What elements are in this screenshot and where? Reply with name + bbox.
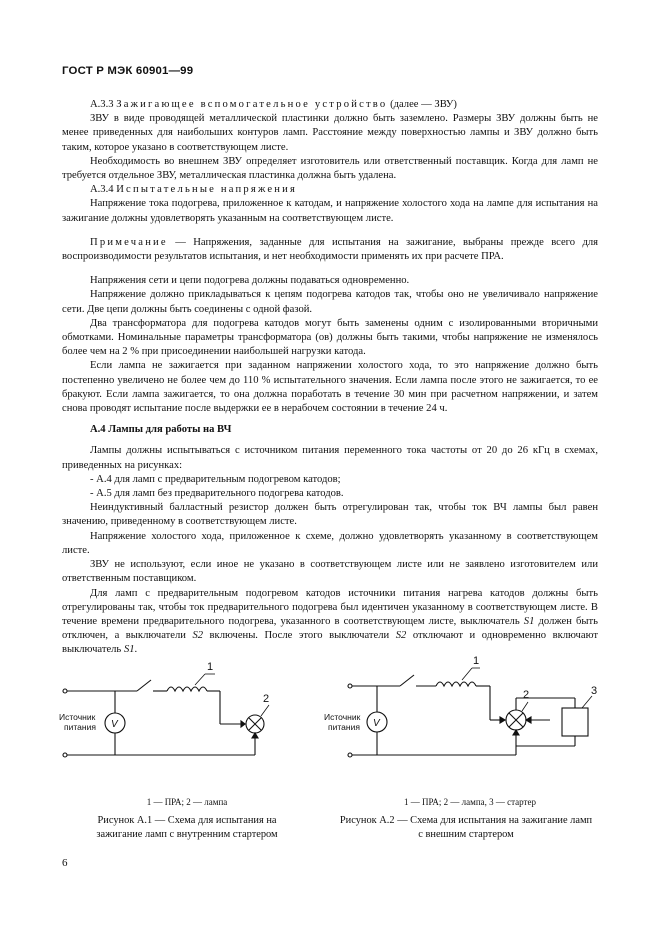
page-number: 6	[62, 857, 68, 869]
terminal-top	[348, 684, 352, 688]
figure-a2-diagram	[324, 650, 620, 770]
label-2: 2	[263, 693, 270, 705]
caption-line: Рисунок А.2 — Схема для испытания на зажигание ламп	[339, 815, 593, 826]
paragraph: Неиндуктивный балластный резистор должен быть отрегулирован так, чтобы ток ВЧ лампы был равен значению, приведенному в соответствующем листе.	[62, 502, 598, 528]
paragraph: Два трансформатора для подогрева катодов могут быть заменены одним с изолированными вторичными обмотками. Номинальные параметры трансформатора (ов) должны быть такими, чтобы напряжение не изменялось более чем на 2 % при присоединении наибольшей нагрузки катода.	[62, 317, 598, 358]
list-item: - А.4 для ламп с предварительным подогревом катодов;	[90, 473, 341, 485]
voltmeter-label: V	[373, 718, 380, 729]
section-title-suffix: (далее — ЗВУ)	[390, 99, 457, 110]
text-run: включены. После этого выключатели	[209, 630, 390, 642]
paragraph: ЗВУ в виде проводящей металлической пластинки должно быть заземлено. Размеры ЗВУ должны быть не менее приведенных для наибольших контуров ламп. Расстояние между поверхностью лампы и ЗВУ должно быть таким, которое указано в соответствующем листе.	[62, 113, 598, 153]
switch-s1-ref: S1	[523, 615, 535, 627]
paragraph: Напряжение холостого хода, приложенное к схеме, должно удовлетворять указанному в соответствующем листе.	[62, 530, 598, 556]
switch-icon	[400, 675, 414, 686]
switch-s2-ref: S2	[395, 630, 407, 642]
source-label: питания	[64, 722, 96, 732]
switch-icon	[137, 680, 151, 691]
paragraph	[62, 587, 598, 658]
section-a34-heading	[62, 183, 598, 197]
text-run: должен быть отключен, а выключатели	[62, 615, 598, 642]
ballast-coil-icon	[167, 687, 207, 691]
paragraph: Лампы должны испытываться с источником питания переменного тока частоты от 20 до 26 кГц в схемах, приведенных на рисунках:	[62, 445, 598, 471]
caption-line: Рисунок А.1 — Схема для испытания на	[97, 815, 277, 826]
note-label: Примечание	[90, 236, 168, 248]
paragraph: Напряжение тока подогрева, приложенное к катодам, и напряжение холостого хода на лампе для испытания на зажигание должны удовлетворять указанным на соответствующем листе.	[62, 198, 598, 224]
leader-line	[195, 674, 205, 685]
switch-s1-ref: S1	[123, 644, 135, 656]
figure-a1-caption	[62, 814, 312, 841]
document-header: ГОСТ Р МЭК 60901—99	[62, 65, 194, 77]
section-title: Зажигающее вспомогательное устройство	[116, 99, 388, 110]
figure-a2-legend: 1 — ПРА; 2 — лампа, 3 — стартер	[404, 797, 536, 807]
caption-line: зажигание ламп с внутренним стартером	[96, 828, 278, 840]
text-run: отключают и одновременно включают выключатель	[62, 630, 598, 656]
paragraph: Напряжения сети и цепи подогрева должны подаваться одновременно.	[90, 275, 410, 287]
switch-s2-ref: S2	[192, 630, 204, 642]
source-label: Источник	[59, 712, 96, 722]
section-number: А.3.3	[90, 99, 114, 110]
label-1: 1	[473, 655, 480, 667]
source-label: Источник	[324, 712, 361, 722]
paragraph: Необходимость во внешнем ЗВУ определяет изготовитель или ответственный поставщик. Когда для ламп не требуется отдельное ЗВУ, металлическая пластинка должна быть удалена.	[62, 155, 598, 182]
label-3: 3	[591, 685, 598, 697]
ballast-coil-icon	[436, 682, 476, 686]
paragraph: ЗВУ не используют, если иное не указано в соответствующем листе или не заявлено изготовителем или ответственным поставщиком.	[62, 559, 598, 585]
terminal-bottom	[63, 753, 67, 757]
source-label: питания	[328, 722, 360, 732]
caption-line: с внешним стартером	[418, 828, 514, 840]
paragraph: Если лампа не зажигается при заданном напряжении холостого хода, то это напряжение должно быть постепенно увеличено не более чем до 110 % испытательного значения. Если лампа после этого не зажигается, то ее бракуют. Если лампа зажигается, то она должна поработать в течение 30 мин при расчетном напряжении, и затем снова проводят испытание после выдержки ее в нерабочем состоянии в течение 24 ч.	[62, 360, 598, 415]
terminal-top	[63, 689, 67, 693]
list-item: - А.5 для ламп без предварительного подогрева катодов.	[90, 488, 344, 500]
voltmeter-label: V	[111, 719, 118, 730]
figure-a1-legend: 1 — ПРА; 2 — лампа	[146, 797, 228, 807]
section-a4-heading: А.4 Лампы для работы на ВЧ	[90, 424, 232, 436]
figure-a2-caption	[316, 814, 616, 841]
document-body	[62, 98, 598, 658]
section-a33-heading	[62, 98, 598, 112]
label-2: 2	[523, 689, 530, 701]
terminal-bottom	[348, 753, 352, 757]
paragraph: Напряжение должно прикладываться к цепям подогрева катодов так, чтобы оно не увеличивало напряжение сети. Две цепи должны быть соединены с одной фазой.	[62, 289, 598, 315]
figure-a1-diagram	[55, 650, 315, 770]
text-run: .	[134, 644, 138, 656]
section-title: Испытательные напряжения	[116, 184, 298, 196]
note	[62, 236, 598, 264]
section-number: А.3.4	[90, 184, 114, 196]
starter-icon	[562, 708, 588, 736]
text-run: Для ламп с предварительным подогревом катодов источники питания нагрева катодов должны быть отрегулированы так, чтобы ток предварительного подогрева был идентичен указанному в соответствующем листе. В течение времени предварительного подогрева, указанного в соответствующем листе, выключатель	[62, 587, 598, 627]
note-text: — Напряжения, заданные для испытания на зажигание, выбраны прежде всего для воспроизводимости результатов испытания, и нет необходимости применять их при расчете ПРА.	[62, 236, 598, 263]
label-1: 1	[207, 661, 214, 673]
